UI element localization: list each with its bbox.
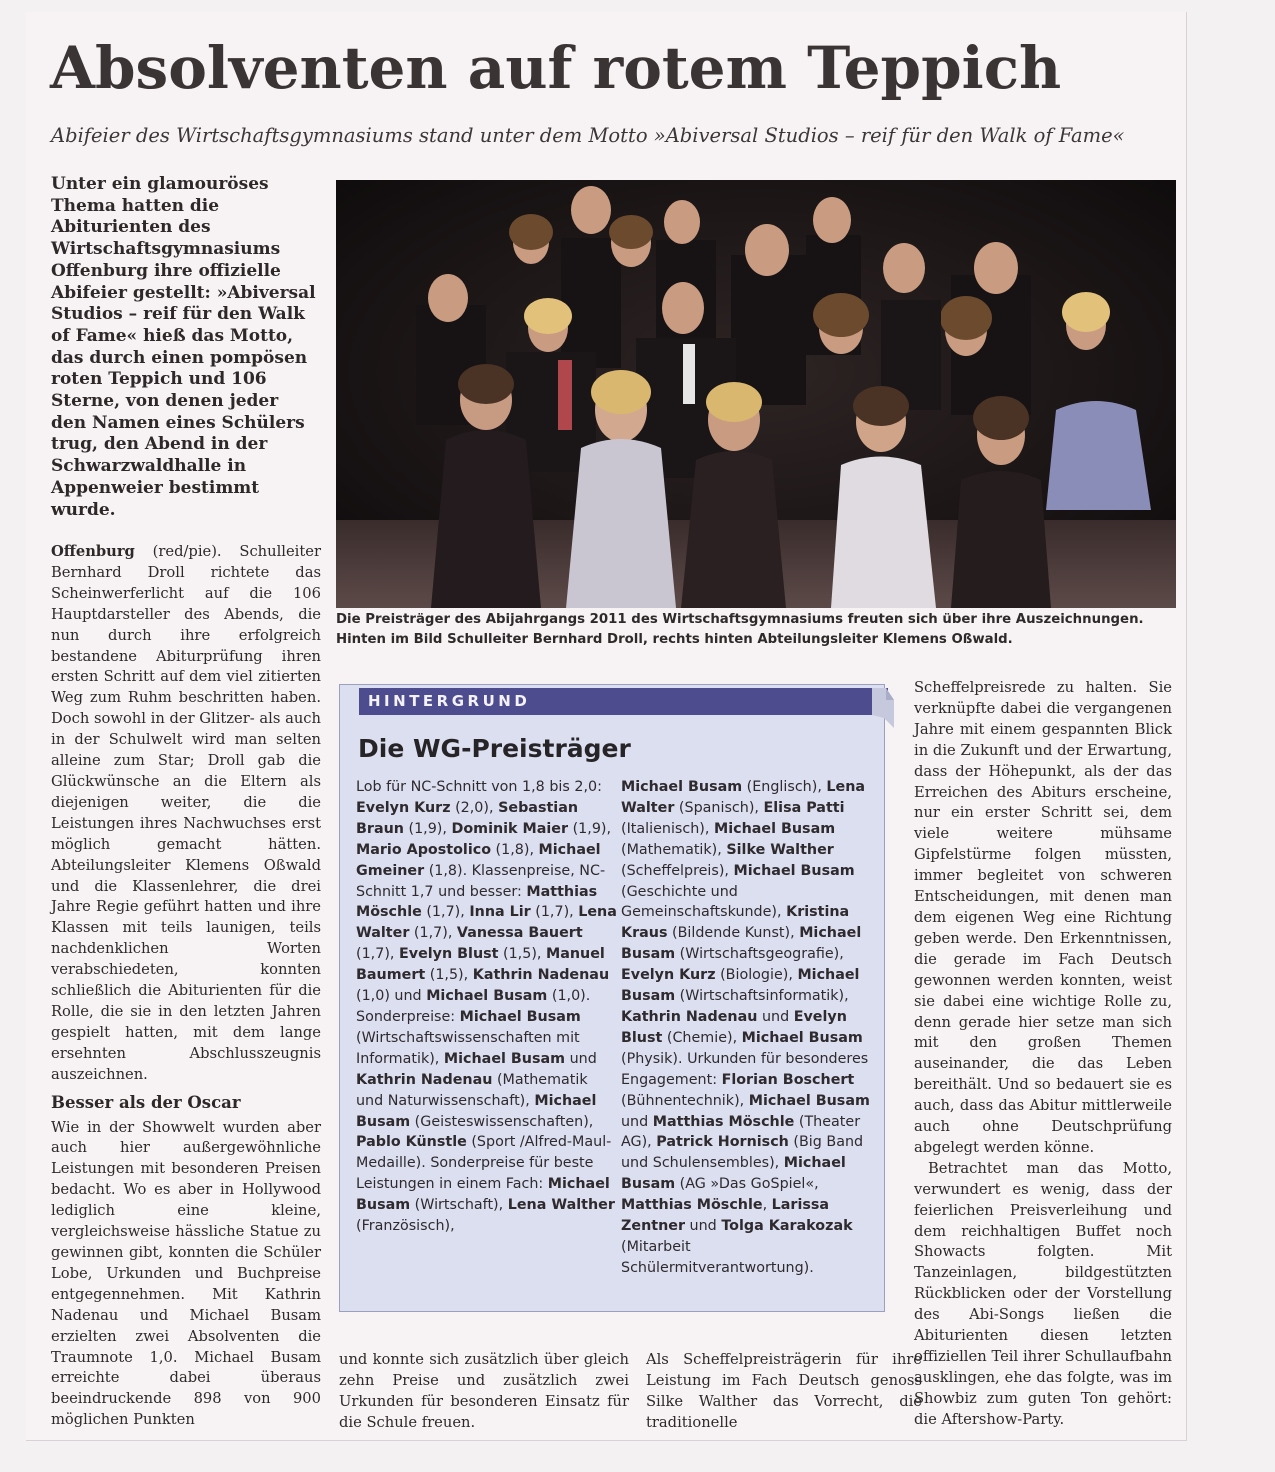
group-photo (336, 180, 1176, 608)
article-column-1 (51, 542, 321, 1431)
award-name: Michael Busam (426, 988, 548, 1005)
dateline: Offenburg (51, 543, 135, 560)
award-name: Michael Busam (741, 1029, 863, 1046)
article-column-3-continuation: Als Scheffelpreisträgerin für ihre Leistung im Fach Deutsch genoss Silke Walther das Vorrecht, die traditionelle (646, 1351, 922, 1431)
award-name: Evelyn Blust (621, 1008, 847, 1046)
award-text: Lob für NC-Schnitt von 1,8 bis 2,0: (356, 779, 602, 795)
column-4-paragraph-1: Scheffelpreisrede zu halten. Sie verknüpfte dabei die vergangenen Jahre mit einem gespannten Blick in die Zukunft und der Erwartung, dass der Höhepunkt, als der das Erreichen des Abiturs erscheine, nur ein erster Schritt sei, dem viele weitere mühsame Gipfelstürme folgen müssten, immer begleitet von schweren Entscheidungen, mit denen man dem eigenen Weg eine Richtung geben werde. Den Erkenntnissen, die gerade im Fach Deutsch gewonnen werden konnten, weist sie dabei eine wichtige Rolle zu, denn gerade hier setze man sich mit den großen Themen auseinander, die das Leben bereithält. Und so bedauert sie es auch, dass das Abitur mittlerweile auch ohne Deutschprüfung abgelegt werden könne. (914, 679, 1172, 1156)
award-name: Michael Busam (748, 1092, 870, 1109)
award-text: (1,8), (491, 841, 539, 858)
headline: Absolventen auf rotem Teppich (50, 34, 1062, 102)
award-name: Michael Busam (356, 1092, 597, 1130)
award-name: Inna Lir (469, 904, 531, 921)
photo-caption: Die Preisträger des Abijahrgangs 2011 des Wirtschaftsgymnasiums freuten sich über ihre Auszeichnungen. Hinten im Bild Schulleiter Bernhard Droll, rechts hinten Abteilungsleiter Klemens Oßwald. (336, 612, 1144, 647)
award-name: Vanessa Bauert (456, 925, 583, 942)
award-text: (Sport /Alfred-Maul-Medaille). Sonderpreise für beste Leistungen in einem Fach: (356, 1134, 612, 1193)
background-box-tab-label: HINTERGRUND (368, 692, 531, 710)
award-list-column-2 (621, 777, 871, 1279)
paragraph-2: Wie in der Showwelt wurden aber auch hier außergewöhnliche Leistungen mit besonderen Preisen bedacht. Wo es aber in Hollywood lediglich eine kleine, vergleichsweise hässliche Statue zu gewinnen gibt, konnten die Schüler Lobe, Urkunden und Buchpreise entgegennehmen. Mit Kathrin Nadenau und Michael Busam erzielten zwei Absolventen die Traumnote 1,0. Michael Busam erreichte dabei überaus beeindruckende 898 von 900 möglichen Punkten (51, 1118, 321, 1429)
award-text: (Scheffelpreis), (621, 862, 734, 879)
award-name: Michael Busam (621, 967, 860, 1005)
award-name: Michael Busam (459, 1008, 581, 1025)
award-text: (Geisteswissenschaften), (410, 1113, 594, 1130)
award-text: , (762, 1197, 772, 1214)
award-name: Tolga Karakozak (721, 1218, 853, 1235)
award-name: Kathrin Nadenau (472, 967, 610, 984)
award-text: (1,0). Sonderpreise: (356, 988, 591, 1025)
award-name: Kristina Kraus (621, 904, 850, 942)
award-text: (1,0) und (356, 988, 427, 1005)
award-name: Matthias Möschle (356, 883, 598, 921)
award-text: (2,0), (450, 799, 499, 816)
award-text: (Mathematik und Naturwissenschaft), (356, 1071, 588, 1109)
page-fold-icon (872, 688, 894, 728)
award-text: (Physik). Urkunden für besonderes Engagement: (621, 1050, 869, 1088)
award-name: Sebastian Braun (356, 799, 579, 837)
award-name: Michael Busam (356, 1176, 610, 1214)
award-name: Evelyn Blust (398, 946, 499, 963)
award-text: (1,9), (403, 820, 452, 837)
award-text: (1,7), (421, 904, 470, 921)
award-name: Dominik Maier (451, 820, 569, 837)
group-photo-image (336, 180, 1176, 608)
award-name: Lena Walter (356, 904, 617, 942)
award-text: (Bildende Kunst), (667, 925, 800, 942)
award-name: Patrick Hornisch (656, 1134, 789, 1151)
award-text: (1,5), (425, 967, 473, 984)
award-list-column-1 (356, 777, 618, 1237)
award-name: Matthias Möschle (621, 1197, 763, 1214)
award-name: Evelyn Kurz (356, 799, 451, 816)
award-name: Kathrin Nadenau (356, 1071, 493, 1088)
award-text: (1,7), (409, 925, 457, 942)
award-text: und (685, 1218, 722, 1235)
subheadline: Abifeier des Wirtschaftsgymnasiums stand unter dem Motto »Abiversal Studios – reif für den Walk of Fame« (51, 124, 1125, 147)
award-text: (1,7), (530, 904, 579, 921)
award-name: Manuel Baumert (356, 946, 605, 984)
award-text: (1,5), (498, 946, 546, 963)
award-name: Lena Walther (507, 1197, 615, 1214)
award-name: Kathrin Nadenau (621, 1008, 758, 1025)
award-name: Pablo Künstle (356, 1134, 467, 1151)
award-name: Matthias Möschle (652, 1113, 795, 1130)
award-name: Larissa Zentner (621, 1197, 830, 1235)
award-text: und (757, 1008, 794, 1025)
paragraph-1 (51, 542, 321, 1086)
award-text: (1,8). Klassenpreise, NC-Schnitt 1,7 und besser: (356, 862, 606, 900)
award-name: Evelyn Kurz (621, 967, 716, 984)
award-name: Michael Busam (621, 1155, 846, 1193)
award-text: (Big Band und Schulensembles), (621, 1134, 864, 1172)
award-name: Elisa Patti (763, 799, 845, 816)
section-subhead: Besser als der Oscar (51, 1092, 241, 1112)
award-name: Michael Busam (733, 862, 855, 879)
award-name: Lena Walter (621, 779, 866, 816)
award-text: (Biologie), (715, 967, 798, 984)
award-text: (Bühnentechnik), (621, 1092, 749, 1109)
award-name: Michael Busam (621, 925, 862, 963)
award-text: und (565, 1050, 597, 1067)
award-name: Michael Busam (443, 1050, 566, 1067)
award-text: (AG »Das GoSpiel«, (675, 1176, 819, 1193)
award-text: und (621, 1113, 653, 1130)
award-text: (Chemie), (662, 1029, 742, 1046)
award-name: Michael Gmeiner (356, 841, 601, 879)
award-text: (Theater AG), (621, 1113, 861, 1151)
award-text: (Wirtschaft), (410, 1197, 508, 1214)
award-text: (Wirtschaftsinformatik), (675, 988, 849, 1005)
award-name: Michael Busam (713, 820, 836, 837)
award-text: (Französisch), (356, 1218, 455, 1235)
award-text: (Italienisch), (621, 820, 714, 837)
award-text: (Wirtschaftswissenschaften mit Informatik), (356, 1029, 580, 1067)
award-name: Mario Apostolico (356, 841, 492, 858)
award-text: (Mitarbeit Schülermitverantwortung). (621, 1238, 814, 1276)
award-name: Michael Busam (621, 779, 743, 795)
award-name: Silke Walther (726, 841, 834, 858)
award-text: (Spanisch), (674, 799, 764, 816)
lead-paragraph: Unter ein glamouröses Thema hatten die Abiturienten des Wirtschaftsgymnasiums Offenburg ihre offizielle Abifeier gestellt: »Abiversal Studios – reif für den Walk of Fame« hieß das Motto, das durch einen pompösen roten Teppich und 106 Sterne, von denen jeder den Namen eines Schülers trug, den Abend in der Schwarzwaldhalle in Appenweier bestimmt wurde. (51, 174, 316, 520)
article-column-4 (914, 678, 1172, 1431)
column-4-paragraph-2: Betrachtet man das Motto, verwundert es wenig, dass der feierlichen Preisverleihung und dem reichhaltigen Buffet noch Showacts folgten. Mit Tanzeinlagen, bildgestützten Rückblicken oder der Vorstellung des Abi-Songs ließen die Abiturienten diesen letzten offiziellen Teil ihrer Schullaufbahn ausklingen, ehe das folgte, was im Showbiz zum guten Ton gehört: die Aftershow-Party. (914, 1159, 1172, 1428)
award-text: (Englisch), (742, 779, 827, 795)
award-text: (Geschichte und Gemeinschaftskunde), (621, 883, 787, 921)
award-name: Florian Boschert (721, 1071, 855, 1088)
background-box-title: Die WG-Preisträger (358, 734, 631, 763)
article-column-2-continuation: und konnte sich zusätzlich über gleich zehn Preise und zusätzlich zwei Urkunden für besonderen Einsatz für die Schule freuen. (339, 1351, 629, 1431)
award-text: (1,7), (356, 946, 399, 963)
paragraph-1-text: (red/pie). Schulleiter Bernhard Droll richtete das Scheinwerferlicht auf die 106 Hauptdarsteller des Abends, die nun durch ihre erfolgreich bestandene Abiturprüfung ihren ersten Schritt auf dem viel zitierten Weg zum Ruhm beschritten haben. Doch sowohl in der Glitzer- als auch in der Schulwelt wird man selten alleine zum Star; Droll gab die Glückwünsche an die Eltern als diejenigen weiter, die die Leistungen ihres Nachwuchses erst möglich gemacht hätten. Abteilungsleiter Klemens Oßwald und die Klassenlehrer, die drei Jahre Regie geführt hatten und ihre Klassen mit teils launigen, teils nachdenklichen Worten verabschiedeten, konnten schließlich die Abiturienten für die Rolle, die sie in den letzten Jahren gespielt hatten, mit dem lange ersehnten Abschlusszeugnis auszeichnen. (51, 543, 321, 1083)
newspaper-clipping (26, 12, 1187, 1441)
award-text: (Wirtschaftsgeografie), (675, 946, 844, 963)
award-text: (1,9), (568, 820, 612, 837)
award-text: (Mathematik), (621, 841, 727, 858)
